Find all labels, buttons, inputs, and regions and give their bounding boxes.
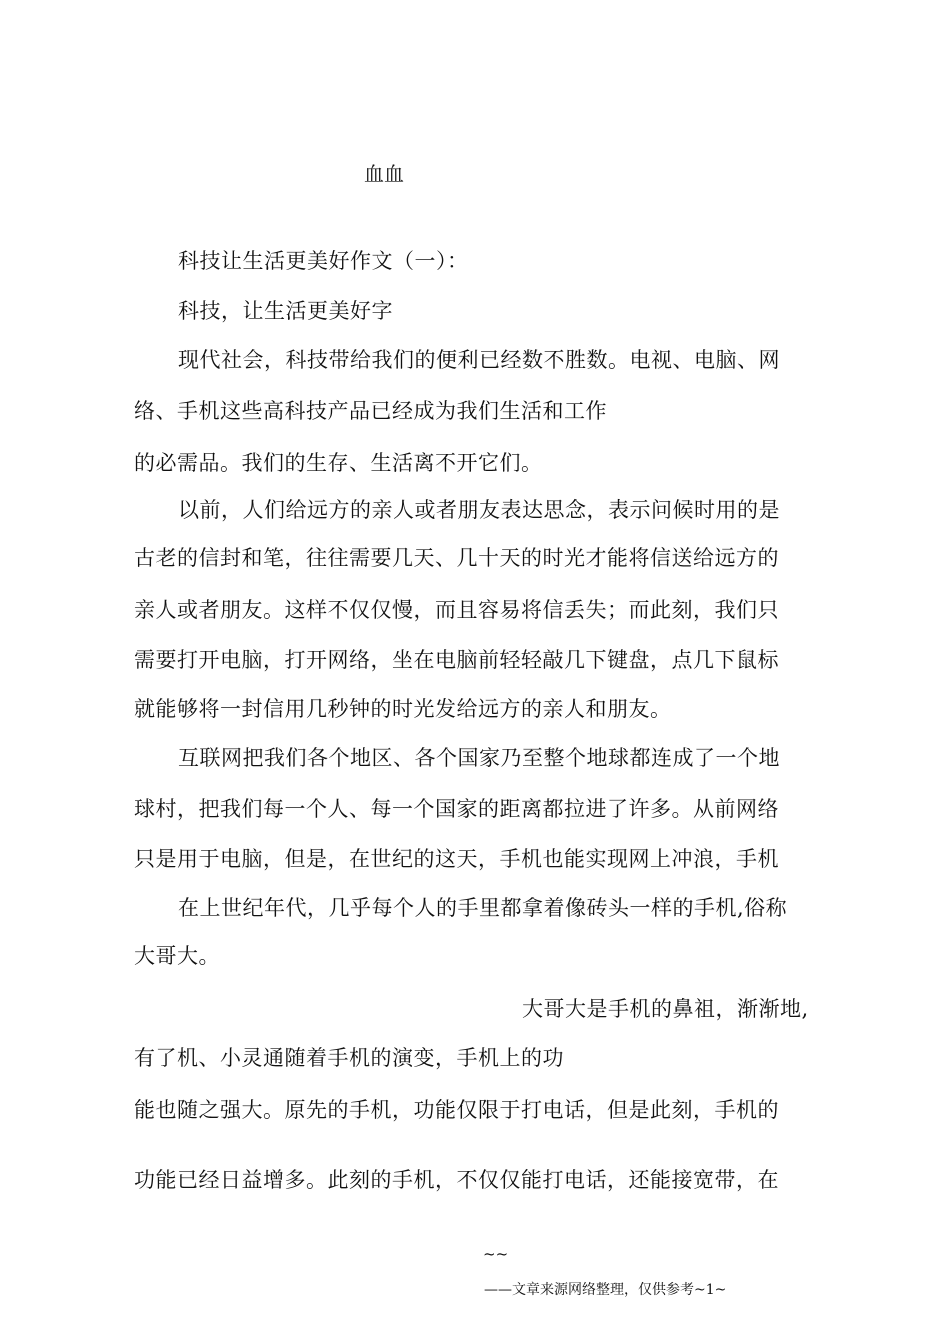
footer-source-note: ——文章来源网络整理，仅供参考~1~ — [484, 1282, 727, 1298]
body-line: 的必需品。我们的生存、生活离不开它们。 — [134, 451, 543, 475]
body-line: 互联网把我们各个地区、各个国家乃至整个地球都连成了一个地 — [178, 746, 780, 770]
body-line: 就能够将一封信用几秒钟的时光发给远方的亲人和朋友。 — [134, 697, 672, 721]
essay-title: 科技让生活更美好作文（一）： — [178, 249, 469, 273]
body-line: 有了机、小灵通随着手机的演变，手机上的功 — [134, 1046, 564, 1070]
body-line: 需要打开电脑，打开网络，坐在电脑前轻轻敲几下键盘，点几下鼠标 — [134, 648, 779, 672]
body-line: 古老的信封和笔，往往需要几天、几十天的时光才能将信送给远方的 — [134, 546, 779, 570]
body-line: 以前，人们给远方的亲人或者朋友表达思念，表示问候时用的是 — [178, 498, 780, 522]
body-line: 在上世纪年代，几乎每个人的手里都拿着像砖头一样的手机,俗称 — [178, 896, 788, 920]
header-mark: 血血 — [364, 162, 404, 186]
body-line: 球村，把我们每一个人、每一个国家的距离都拉进了许多。从前网络 — [134, 797, 779, 821]
body-line: 能也随之强大。原先的手机，功能仅限于打电话，但是此刻，手机的 — [134, 1098, 779, 1122]
body-line: 络、手机这些高科技产品已经成为我们生活和工作 — [134, 399, 607, 423]
footer-tilde: ~~ — [483, 1245, 509, 1263]
essay-subtitle: 科技，让生活更美好字 — [178, 299, 393, 323]
body-line: 现代社会，科技带给我们的便利已经数不胜数。电视、电脑、网 — [178, 348, 780, 372]
body-line: 功能已经日益增多。此刻的手机，不仅仅能打电话，还能接宽带，在 — [134, 1168, 779, 1192]
body-line: 大哥大是手机的鼻祖，渐渐地, — [522, 997, 809, 1021]
body-line: 大哥大。 — [134, 944, 220, 968]
body-line: 只是用于电脑，但是，在世纪的这天，手机也能实现网上冲浪，手机 — [134, 847, 779, 871]
body-line: 亲人或者朋友。这样不仅仅慢，而且容易将信丢失；而此刻，我们只 — [134, 598, 779, 622]
